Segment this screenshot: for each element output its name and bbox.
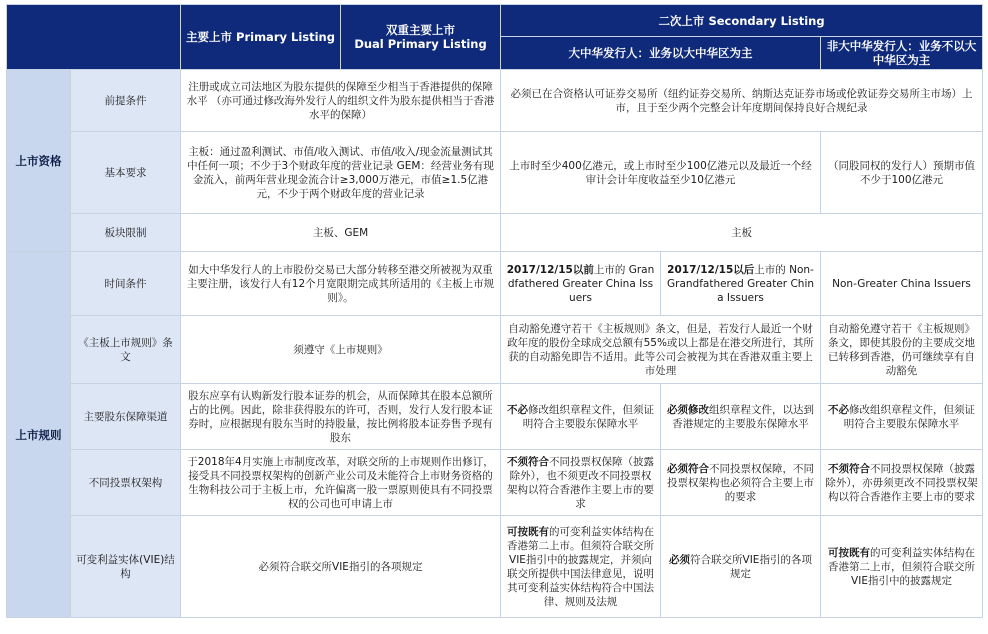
header-dual-line1: 双重主要上市 xyxy=(386,23,455,37)
timing-gc-before xyxy=(501,252,661,316)
timing-primary-dual: 如大中华发行人的上市股份交易已大部分转移至港交所被视为双重主要注册，该发行人有12个月宽限期完成其所适用的《主板上市规则》。 xyxy=(181,252,501,316)
vie-gc-before xyxy=(501,516,661,618)
row-label-basic: 基本要求 xyxy=(71,132,181,214)
listing-comparison-table xyxy=(6,4,983,618)
basic-non-gc: （同股同权的发行人）预期市值不少于100亿港元 xyxy=(821,132,983,214)
basic-gc: 上市时至少400亿港元，或上市时至少100亿港元以及最近一个经审计会计年度收益至少10亿港元 xyxy=(501,132,821,214)
timing-gc-before-text: 上市的 Grandfathered Greater China Issuers xyxy=(507,263,655,304)
vie-non-gc xyxy=(821,516,983,618)
header-secondary-listing: 二次上市 Secondary Listing xyxy=(501,5,983,37)
row-label-shareholder: 主要股东保障渠道 xyxy=(71,384,181,450)
shareholder-gc-after xyxy=(661,384,821,450)
wvr-non-gc-bold: 不须符合 xyxy=(828,462,870,475)
timing-gc-after-bold: 2017/12/15以后 xyxy=(667,263,755,276)
timing-gc-after xyxy=(661,252,821,316)
timing-non-gc: Non-Greater China Issuers xyxy=(821,252,983,316)
section-qualification: 上市资格 xyxy=(7,70,71,252)
shareholder-primary-dual: 股东应享有认购新发行股本证券的机会，从而保障其在股本总额所占的比例。因此，除非获得股东的许可，否则，发行人发行股本证券时，应根据现有股东当时的持股量，按比例将股本证券售予现有股东 xyxy=(181,384,501,450)
board-secondary: 主板 xyxy=(501,214,983,252)
shareholder-non-gc xyxy=(821,384,983,450)
shareholder-gc-before xyxy=(501,384,661,450)
vie-primary-dual: 必须符合联交所VIE指引的各项规定 xyxy=(181,516,501,618)
timing-gc-before-bold: 2017/12/15以前 xyxy=(506,263,594,276)
main-board-rules-gc: 自动豁免遵守若干《主板规则》条文，但是，若发行人最近一个财政年度的股份全球成交总额有55%或以上都是在港交所进行，其所获的自动豁免即告不适用。此等公司会被视为其在香港双重主要上市处理 xyxy=(501,316,821,384)
wvr-non-gc xyxy=(821,450,983,516)
wvr-gc-after-bold: 必须符合 xyxy=(667,462,709,475)
header-corner xyxy=(7,5,181,70)
wvr-gc-before-text: 不同投票权保障（披露除外），也不须更改不同投票权架构以符合香港作主要上市的要求 xyxy=(507,455,654,510)
row-label-vie: 可变利益实体(VIE)结构 xyxy=(71,516,181,618)
timing-gc-after-text: 上市的 Non-Grandfathered Greater China Issuers xyxy=(666,263,815,304)
row-label-prereq: 前提条件 xyxy=(71,70,181,132)
shareholder-gc-after-bold: 必须修改 xyxy=(667,403,709,416)
wvr-non-gc-text: 不同投票权保障（披露除外），亦毋须更改不同投票权架构以符合香港作主要上市的要求 xyxy=(825,462,978,503)
header-gc-issuers: 大中华发行人：业务以大中华区为主 xyxy=(501,37,821,70)
wvr-gc-after xyxy=(661,450,821,516)
row-label-board: 板块限制 xyxy=(71,214,181,252)
header-non-gc-issuers: 非大中华发行人：业务不以大中华区为主 xyxy=(821,37,983,70)
header-primary-listing: 主要上市 Primary Listing xyxy=(181,5,341,70)
shareholder-gc-before-bold: 不必 xyxy=(507,403,528,416)
row-label-wvr: 不同投票权架构 xyxy=(71,450,181,516)
vie-gc-before-text: 的可变利益实体结构在香港第二上市。但须符合联交所VIE指引中的披露规定，并须向联交所提供中国法律意见，说明其可变利益实体结构符合中国法律、规则及法规 xyxy=(507,525,654,608)
vie-non-gc-bold: 可按既有 xyxy=(828,546,870,559)
vie-gc-after xyxy=(661,516,821,618)
vie-non-gc-text: 的可变利益实体结构在香港第二上市，但须符合联交所VIE指引中的披露规定 xyxy=(828,546,975,587)
wvr-primary-dual: 于2018年4月实施上市制度改革，对联交所的上市规则作出修订，接受具不同投票权架构的创新产业公司及未能符合上市财务资格的生物科技公司于主板上市，允许偏离一股一票原则使具有不同投票权的公司也可申请上市 xyxy=(181,450,501,516)
shareholder-non-gc-bold: 不必 xyxy=(828,403,849,416)
prereq-secondary: 必须已在合资格认可证券交易所（纽约证券交易所、纳斯达克证券市场或伦敦证券交易所主市场）上市，且于至少两个完整会计年度期间保持良好合规纪录 xyxy=(501,70,983,132)
main-board-rules-non-gc: 自动豁免遵守若干《主板规则》条文，即使其股份的主要成交地已转移到香港，仍可继续享有自动豁免 xyxy=(821,316,983,384)
wvr-gc-before xyxy=(501,450,661,516)
header-dual-line2: Dual Primary Listing xyxy=(354,37,487,51)
shareholder-gc-before-text: 修改组织章程文件，但须证明符合主要股东保障水平 xyxy=(522,403,654,430)
wvr-gc-after-text: 不同投票权保障，不同投票权架构也必须符合主要上市的要求 xyxy=(667,462,814,503)
wvr-gc-before-bold: 不须符合 xyxy=(507,455,549,468)
vie-gc-after-text: 符合联交所VIE指引的各项规定 xyxy=(690,553,812,580)
prereq-primary-dual: 注册或成立司法地区为股东提供的保障至少相当于香港提供的保障水平 （亦可通过修改海外发行人的组织文件为股东提供相当于香港水平的保障） xyxy=(181,70,501,132)
vie-gc-before-bold: 可按既有 xyxy=(507,525,549,538)
shareholder-non-gc-text: 修改组织章程文件，但须证明符合主要股东保障水平 xyxy=(843,403,975,430)
board-primary-dual: 主板、GEM xyxy=(181,214,501,252)
vie-gc-after-bold: 必须 xyxy=(669,553,691,566)
shareholder-gc-after-text: 组织章程文件，以达到香港规定的主要股东保障水平 xyxy=(672,403,814,430)
header-dual-primary-listing xyxy=(341,5,501,70)
row-label-timing: 时间条件 xyxy=(71,252,181,316)
main-board-rules-primary-dual: 须遵守《上市规则》 xyxy=(181,316,501,384)
basic-primary-dual: 主板：通过盈利测试、市值/收入测试、市值/收入/现金流量测试其中任何一项；不少于3个财政年度的营业记录 GEM：经营业务有现金流入，前两年营业现金流合计≥3,000万港元，市值≥1.5亿港元，不少于两个财政年度的营业记录 xyxy=(181,132,501,214)
section-rules: 上市规则 xyxy=(7,252,71,618)
row-label-main-board-rules: 《主板上市规则》条文 xyxy=(71,316,181,384)
